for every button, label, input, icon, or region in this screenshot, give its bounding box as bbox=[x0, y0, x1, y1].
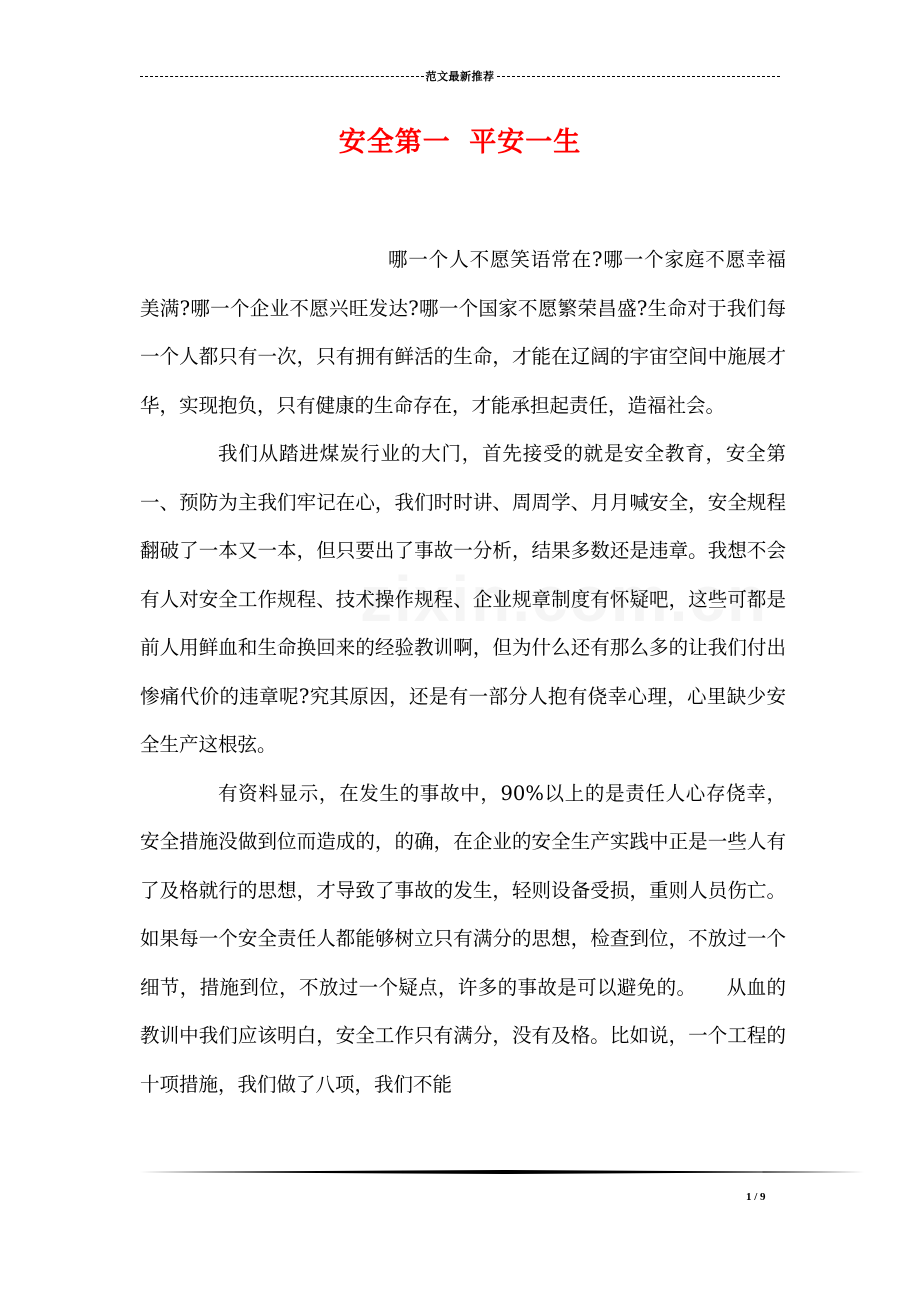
header-dash-left bbox=[140, 76, 424, 77]
page-header bbox=[140, 66, 780, 86]
header-dash-right bbox=[497, 76, 781, 77]
paragraph-2: 我们从踏进煤炭行业的大门，首先接受的就是安全教育，安全第一、预防为主我们牢记在心，我们时时讲、周周学、月月喊安全，安全规程翻破了一本又一本，但只要出了事故一分析，结果多数还是违章。我想不会有人对安全工作规程、技术操作规程、企业规章制度有怀疑吧，这些可都是前人用鲜血和生命换回来的经验教训啊，但为什么还有那么多的让我们付出惨痛代价的违章呢?究其原因，还是有一部分人抱有侥幸心理，心里缺少安全生产这根弦。 bbox=[140, 442, 786, 756]
header-label: 范文最新推荐 bbox=[425, 71, 495, 83]
footer-rule bbox=[140, 1170, 864, 1174]
page-number: 1 / 9 bbox=[746, 1191, 766, 1203]
paragraph-1: 哪一个人不愿笑语常在?哪一个家庭不愿幸福美满?哪一个企业不愿兴旺发达?哪一个国家不愿繁荣昌盛?生命对于我们每一个人都只有一次，只有拥有鲜活的生命，才能在辽阔的宇宙空间中施展才华，实现抱负，只有健康的生命存在，才能承担起责任，造福社会。 bbox=[140, 248, 786, 417]
document-body bbox=[140, 236, 786, 1109]
document-title: 安全第一 平安一生 bbox=[338, 127, 582, 158]
paragraph-3-text: 有资料显示，在发生的事故中，90%以上的是责任人心存侥幸，安全措施没做到位而造成的，的确，在企业的安全生产实践中正是一些人有了及格就行的思想，才导致了事故的发生，轻则设备受损，重则人员伤亡。如果每一个安全责任人都能够树立只有满分的思想，检查到位，不放过一个细节，措施到位，不放过一个疑点，许多的事故是可以避免的。 bbox=[140, 781, 786, 999]
paragraph-3 bbox=[140, 770, 786, 1110]
paragraph-4-text: 从血的教训中我们应该明白，安全工作只有满分，没有及格。比如说，一个工程的十项措施，我们做了八项，我们不能 bbox=[140, 975, 786, 1096]
